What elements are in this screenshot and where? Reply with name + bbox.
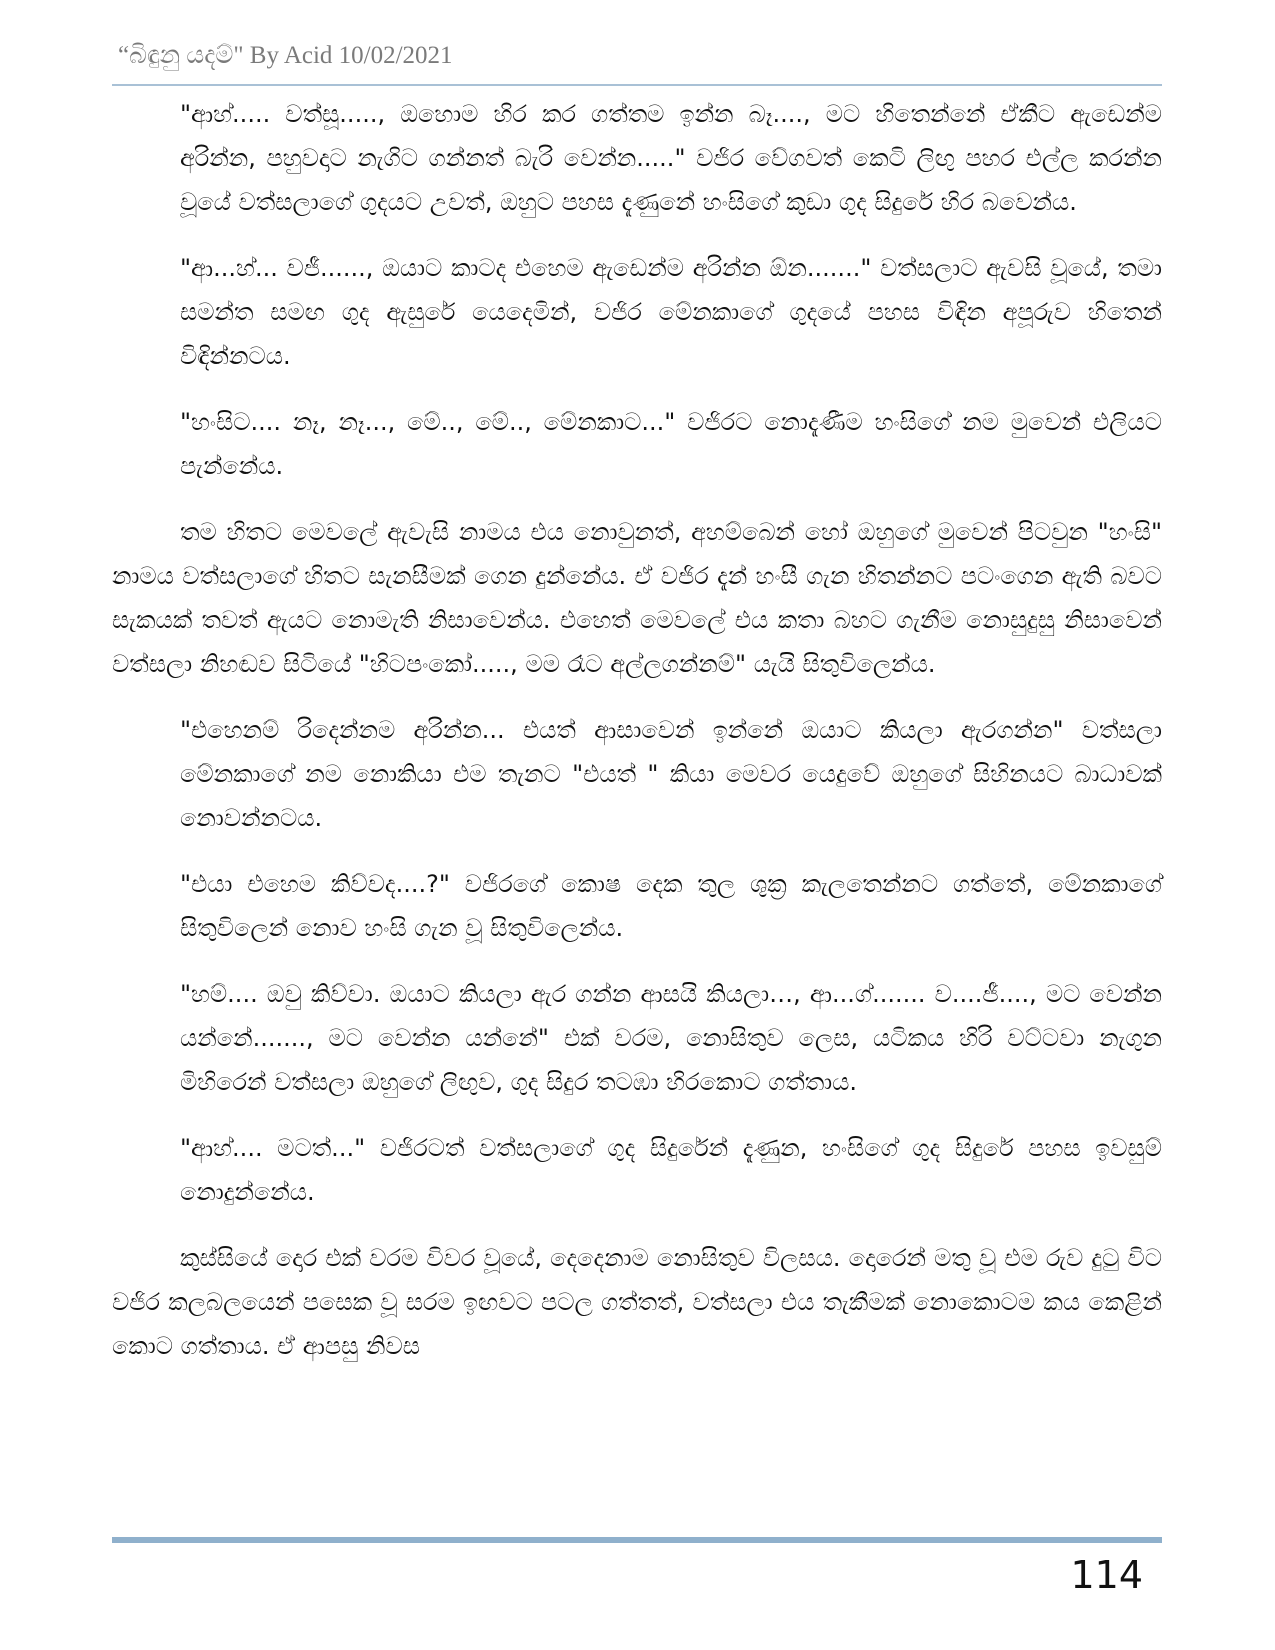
document-header: “බිඳුනු යදම්" By Acid 10/02/2021 [118,42,453,69]
paragraph-5: "එහෙනම් රිදෙන්නම අරින්න... එයත් ආසාවෙන් ඉන්නේ ඔයාට කියලා ඇරගන්න" වත්සලා මේනකාගේ නම නොකියා එම තැනට "එයත් " කියා මෙවර යෙදුවේ ඔහුගේ සිහිනයට බාධාවක් නොවන්නටය. [180,716,1162,832]
paragraph-6: "එයා එහෙම කිව්වද....?" වජිරගේ කොෂ දෙක තුල ශුක්‍ර කැලතෙන්නට ගත්තේ, මේනකාගේ සිතුවිලෙන් නොව හංසි ගැන වූ සිතුවිලෙන්ය. [180,870,1162,942]
paragraph-2: "ආ...හ්... වජී......, ඔයාට කාටද එහෙම ඇඩෙන්ම අරින්න ඕන......." වත්සලාට ඇවසි වූයේ, තමා සමන්ත සමඟ ගුද ඇසුරේ යෙදෙමින්, වජිර මේනකාගේ ගුදයේ පහස විඳින අපූරුව හිතෙන් විඳින්නටය. [180,254,1162,370]
page-number: 114 [1070,1553,1143,1597]
paragraph-4: තම හිතට මෙවලේ ඇවැසි නාමය එය නොවුනත්, අහම්බෙන් හෝ ඔහුගේ මුවෙන් පිටවුන "හංසි" නාමය වත්සලාගේ හිතට සැනසීමක් ගෙන දුන්නේය. ඒ වජිර දැන් හංසී ගැන හිතන්නට පටංගෙන ඇති බවට සැකයක් තවත් ඇයට නොමැති නිසාවෙන්ය. එහෙත් මෙවලේ එය කතා බහට ගැනීම නොසුදුසු නිසාවෙන් වත්සලා නිහඬව සිටියේ "හිටපංකෝ....., මම රෑට අල්ලගන්නම්" යැයි සිතුවිලෙන්ය. [112,518,1162,678]
paragraph-7: "හම්.... ඔවු කිව්වා. ඔයාට කියලා ඇර ගන්න ආසයි කියලා…, ආ...ග්....... ව....ජී...., මට වෙන්න යන්නේ......., මට වෙන්න යන්නේ" එක් වරම, නොසිතුව ලෙස, යටිකය හිරි වට්ටවා නැගුන මිහිරෙන් වත්සලා ඔහුගේ ලිඟුව, ගුද සිදුර තටඹා හිරකොට ගත්තාය. [180,980,1162,1096]
page-body [112,92,1162,1390]
footer-divider [112,1537,1162,1543]
header-divider [112,84,1162,86]
paragraph-1: "ආහ්..... වත්සූ....., ඔහොම හිර කර ගත්තම ඉන්න බෑ...., මට හිතෙන්නේ ඒකීට ඇඩෙන්ම අරින්න, පහුවදාට නැගිට ගන්නත් බැරි වෙන්න....." වජිර වේගවත් කෙටි ලිඟු පහර එල්ල කරන්න වූයේ වත්සලාගේ ගුදයට උවත්, ඔහුට පහස දැණුනේ හංසිගේ කුඩා ගුද සිදුරේ හිර බවෙන්ය. [180,100,1162,216]
paragraph-3: "හංසිට.... නෑ, නෑ..., මේ.., මේ.., මේනකාට..." වජිරට නොදැණීම හංසිගේ නම මුවෙන් එලියට පැන්නේය. [180,408,1162,480]
paragraph-8: "ආහ්.... මටත්..." වජිරටත් වත්සලාගේ ගුද සිදුරේන් දැණුන, හංසිගේ ගුද සිදුරේ පහස ඉවසුම් නොදුන්නේය. [180,1134,1162,1206]
paragraph-9: කුස්සියේ දොර එක් වරම විවර වූයේ, දෙදෙනාම නොසිතුව විලසය. දොරෙන් මතු වූ එම රුව දුටු විට වජිර කලබලයෙන් පසෙක වූ සරම ඉඟවට පටල ගත්තත්, වත්සලා එය තැකීමක් නොකොටම කය කෙළින් කොට ගත්තාය. ඒ ආපසු නිවස [112,1244,1162,1360]
